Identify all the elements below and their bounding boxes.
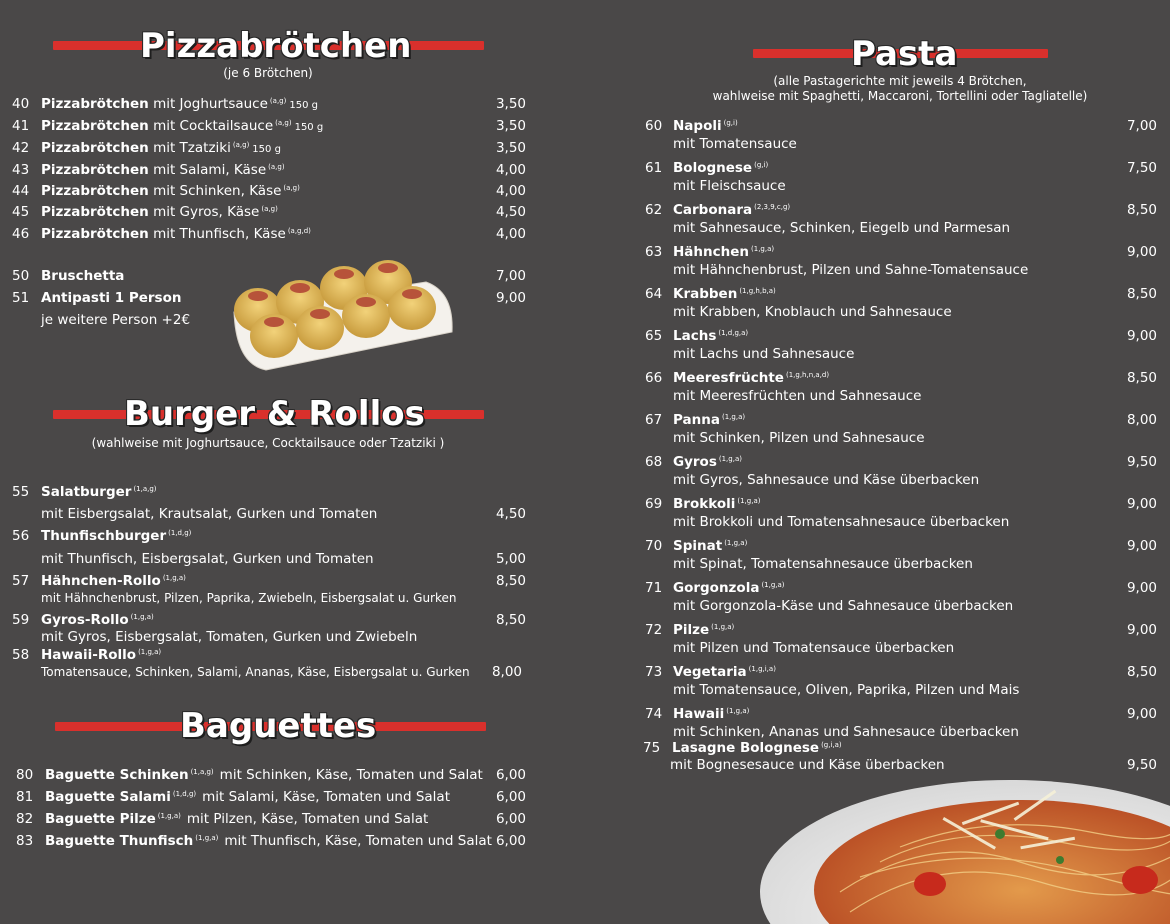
item-note: je weitere Person +2€ xyxy=(41,312,191,328)
item-price: 4,00 xyxy=(495,183,526,199)
allergen-code: (1,g,a) xyxy=(718,454,742,463)
item-price: 8,00 xyxy=(1126,412,1157,428)
allergen-code: (g,i) xyxy=(754,160,769,169)
allergen-code: (1,g,i,a) xyxy=(748,664,776,673)
item-number: 42 xyxy=(12,140,30,156)
item-price: 4,00 xyxy=(495,226,526,242)
allergen-code: (1,d,g) xyxy=(172,789,197,798)
item-number: 75 xyxy=(643,740,661,756)
item-desc: mit Gorgonzola-Käse und Sahnesauce überbacken xyxy=(673,598,1014,614)
item-desc: mit Lachs und Sahnesauce xyxy=(673,346,855,362)
item-name: Salatburger $^{(1,a,g)}$ xyxy=(41,484,157,500)
item-name xyxy=(45,789,450,805)
item-name xyxy=(41,162,285,178)
item-desc: mit Salami, Käse, Tomaten und Salat xyxy=(202,789,450,805)
allergen-code: (1,g,a) xyxy=(721,412,746,421)
item-name: Bruschetta xyxy=(41,268,125,284)
item-number: 50 xyxy=(12,268,30,284)
item-number: 68 xyxy=(645,454,663,470)
item-price: 9,00 xyxy=(1126,244,1157,260)
section-subtitle-pizzabroetchen: (je 6 Brötchen) xyxy=(223,66,313,80)
item-price: 8,50 xyxy=(1126,202,1157,218)
item-price: 9,50 xyxy=(1126,757,1157,773)
item-name xyxy=(673,538,747,554)
allergen-code: (1,g,h,b,a) xyxy=(739,286,776,295)
item-name xyxy=(673,580,785,596)
section-title-pizzabroetchen: Pizzabrötchen xyxy=(140,26,412,66)
item-name-text: Pizzabrötchen xyxy=(41,140,149,156)
item-number: 59 xyxy=(12,612,30,628)
item-desc: mit Sahnesauce, Schinken, Eiegelb und Parmesan xyxy=(673,220,1011,236)
item-name xyxy=(673,328,748,344)
item-number: 70 xyxy=(645,538,663,554)
allergen-code: (1,g,a) xyxy=(726,706,750,715)
item-number: 69 xyxy=(645,496,663,512)
item-number: 66 xyxy=(645,370,663,386)
item-name-text: Gorgonzola xyxy=(673,580,760,596)
item-desc: mit Gyros, Eisbergsalat, Tomaten, Gurken und Zwiebeln xyxy=(41,629,418,645)
allergen-code: (1,g,a) xyxy=(724,538,748,547)
item-name xyxy=(41,96,318,112)
allergen-code: (1,g,a) xyxy=(761,580,785,589)
item-name xyxy=(673,286,776,302)
item-price: 5,00 xyxy=(495,551,526,567)
item-name-text: Panna xyxy=(673,412,720,428)
item-price: 3,50 xyxy=(495,96,526,112)
item-price: 9,00 xyxy=(1126,622,1157,638)
item-name-text: Brokkoli xyxy=(673,496,736,512)
item-price: 4,00 xyxy=(495,162,526,178)
item-name xyxy=(45,811,428,827)
item-name-text: Pizzabrötchen xyxy=(41,204,149,220)
item-desc: mit Cocktailsauce xyxy=(148,118,274,134)
item-name-text: Spinat xyxy=(673,538,723,554)
item-name xyxy=(672,740,842,756)
section-title-burger: Burger & Rollos xyxy=(124,394,425,434)
item-number: 67 xyxy=(645,412,663,428)
item-name xyxy=(673,454,742,470)
item-name-text: Baguette Schinken xyxy=(45,767,189,783)
item-number: 83 xyxy=(16,833,34,849)
item-desc: mit Tomatensauce, Oliven, Paprika, Pilzen und Mais xyxy=(673,682,1020,698)
allergen-code: (g,i,a) xyxy=(821,740,842,749)
item-name-text: Pizzabrötchen xyxy=(41,162,149,178)
item-desc: mit Thunfisch, Käse, Tomaten und Salat xyxy=(224,833,492,849)
item-name-text: Meeresfrüchte xyxy=(673,370,784,386)
spaghetti-image xyxy=(760,772,1170,924)
item-name-text: Bolognese xyxy=(673,160,753,176)
item-number: 44 xyxy=(12,183,30,199)
item-name-text: Gyros xyxy=(673,454,717,470)
section-title-pasta: Pasta xyxy=(851,34,958,74)
item-number: 45 xyxy=(12,204,30,220)
item-price: 6,00 xyxy=(495,811,526,827)
item-desc: mit Joghurtsauce xyxy=(148,96,268,112)
item-number: 56 xyxy=(12,528,30,544)
item-name-text: Napoli xyxy=(673,118,722,134)
allergen-code: (1,g,a) xyxy=(751,244,775,253)
item-number: 71 xyxy=(645,580,663,596)
item-name xyxy=(41,118,323,134)
item-price: 6,00 xyxy=(495,833,526,849)
item-number: 46 xyxy=(12,226,30,242)
item-name-text: Pilze xyxy=(673,622,710,638)
item-desc: mit Bognesesauce und Käse überbacken xyxy=(670,757,945,773)
item-number: 64 xyxy=(645,286,663,302)
item-name xyxy=(41,226,311,242)
item-name-text: Krabben xyxy=(673,286,738,302)
item-desc: mit Thunfisch, Käse xyxy=(148,226,286,242)
allergen-code: (2,3,9,c,g) xyxy=(754,202,791,211)
item-price: 8,50 xyxy=(1126,664,1157,680)
allergen-code: (1,g,a) xyxy=(157,811,181,820)
item-desc: mit Tomatensauce xyxy=(673,136,797,152)
item-name-text: Carbonara xyxy=(673,202,753,218)
item-number: 55 xyxy=(12,484,30,500)
item-name xyxy=(673,244,774,260)
item-name: Antipasti 1 Person xyxy=(41,290,182,306)
item-desc: mit Hähnchenbrust, Pilzen und Sahne-Tomatensauce xyxy=(673,262,1029,278)
item-price: 3,50 xyxy=(495,140,526,156)
item-price: 9,00 xyxy=(1126,328,1157,344)
item-number: 60 xyxy=(645,118,663,134)
item-name-text: Hawaii xyxy=(673,706,725,722)
allergen-code: (a,g) xyxy=(275,118,292,127)
allergen-code: (a,g) xyxy=(269,96,287,105)
allergen-code: (a,g) xyxy=(283,183,300,192)
section-subtitle-pasta: wahlweise mit Spaghetti, Maccaroni, Tortellini oder Tagliatelle) xyxy=(712,89,1088,103)
item-name: Gyros-Rollo $^{(1,g,a)}$ xyxy=(41,612,154,628)
item-number: 58 xyxy=(12,647,30,663)
item-desc: mit Eisbergsalat, Krautsalat, Gurken und Tomaten xyxy=(41,506,378,522)
item-price: 7,50 xyxy=(1126,160,1157,176)
item-name: Hähnchen-Rollo $^{(1,g,a)}$ xyxy=(41,573,186,589)
item-price: 6,00 xyxy=(495,789,526,805)
item-desc: mit Meeresfrüchten und Sahnesauce xyxy=(673,388,922,404)
item-number: 82 xyxy=(16,811,34,827)
allergen-code: (a,g) xyxy=(261,204,278,213)
item-desc: mit Gyros, Sahnesauce und Käse überbacken xyxy=(673,472,980,488)
item-price: 8,00 xyxy=(491,664,522,680)
item-desc: mit Pilzen, Käse, Tomaten und Salat xyxy=(186,811,429,827)
allergen-code: (1,g,h,n,a,d) xyxy=(785,370,830,379)
item-number: 40 xyxy=(12,96,30,112)
item-price: 7,00 xyxy=(495,268,526,284)
item-number: 65 xyxy=(645,328,663,344)
item-name xyxy=(673,706,749,722)
item-name xyxy=(673,496,760,512)
allergen-code: (1,a,g) xyxy=(190,767,214,776)
item-name xyxy=(41,183,300,199)
item-price: 9,50 xyxy=(1126,454,1157,470)
item-name xyxy=(41,204,278,220)
item-price: 8,50 xyxy=(1126,370,1157,386)
item-name: Thunfischburger $^{(1,d,g)}$ xyxy=(41,528,192,544)
item-name xyxy=(673,118,738,134)
item-number: 43 xyxy=(12,162,30,178)
item-price: 8,50 xyxy=(1126,286,1157,302)
item-name xyxy=(673,370,829,386)
item-desc: mit Tzatziki xyxy=(148,140,231,156)
item-number: 51 xyxy=(12,290,30,306)
section-title-baguettes: Baguettes xyxy=(180,706,377,746)
item-desc: mit Schinken, Käse, Tomaten und Salat xyxy=(219,767,483,783)
item-price: 8,50 xyxy=(495,573,526,589)
item-name-text: Pizzabrötchen xyxy=(41,96,149,112)
item-name xyxy=(45,767,483,783)
item-price: 7,00 xyxy=(1126,118,1157,134)
item-number: 74 xyxy=(645,706,663,722)
item-desc: mit Fleischsauce xyxy=(673,178,786,194)
item-name xyxy=(673,160,768,176)
item-number: 81 xyxy=(16,789,34,805)
item-desc: mit Brokkoli und Tomatensahnesauce überbacken xyxy=(673,514,1010,530)
item-name xyxy=(673,622,734,638)
allergen-code: (a,g) xyxy=(232,140,250,149)
item-weight: 150 g xyxy=(252,144,281,155)
item-number: 63 xyxy=(645,244,663,260)
item-price: 9,00 xyxy=(1126,706,1157,722)
item-name-text: Pizzabrötchen xyxy=(41,118,149,134)
item-name-text: Baguette Thunfisch xyxy=(45,833,194,849)
pizza-rolls-image xyxy=(226,252,456,372)
item-number: 57 xyxy=(12,573,30,589)
item-name xyxy=(673,412,745,428)
item-number: 62 xyxy=(645,202,663,218)
item-desc: mit Schinken, Pilzen und Sahnesauce xyxy=(673,430,925,446)
item-price: 9,00 xyxy=(1126,496,1157,512)
item-price: 8,50 xyxy=(495,612,526,628)
item-name xyxy=(41,140,281,156)
item-desc: mit Salami, Käse xyxy=(148,162,267,178)
item-price: 9,00 xyxy=(1126,538,1157,554)
item-number: 41 xyxy=(12,118,30,134)
item-name-text: Lachs xyxy=(673,328,717,344)
item-desc: mit Thunfisch, Eisbergsalat, Gurken und Tomaten xyxy=(41,551,374,567)
item-weight: 150 g xyxy=(294,122,324,133)
item-price: 9,00 xyxy=(1126,580,1157,596)
item-number: 61 xyxy=(645,160,663,176)
item-name-text: Lasagne Bolognese xyxy=(672,740,820,756)
item-desc: mit Hähnchenbrust, Pilzen, Paprika, Zwiebeln, Eisbergsalat u. Gurken xyxy=(41,591,457,605)
item-price: 4,50 xyxy=(495,204,526,220)
item-number: 73 xyxy=(645,664,663,680)
item-weight: 150 g xyxy=(289,100,318,111)
allergen-code: (g,i) xyxy=(723,118,738,127)
item-name-text: Baguette Salami xyxy=(45,789,171,805)
item-name xyxy=(673,202,790,218)
item-desc: mit Schinken, Käse xyxy=(148,183,282,199)
item-number: 80 xyxy=(16,767,34,783)
item-name-text: Baguette Pilze xyxy=(45,811,156,827)
item-desc: mit Krabben, Knoblauch und Sahnesauce xyxy=(673,304,952,320)
item-price: 4,50 xyxy=(495,506,526,522)
allergen-code: (1,d,g,a) xyxy=(718,328,749,337)
item-name: Hawaii-Rollo $^{(1,g,a)}$ xyxy=(41,647,162,663)
allergen-code: (a,g) xyxy=(268,162,285,171)
item-desc: mit Gyros, Käse xyxy=(148,204,260,220)
item-name-text: Hähnchen xyxy=(673,244,750,260)
allergen-code: (1,g,a) xyxy=(737,496,761,505)
item-desc: mit Pilzen und Tomatensauce überbacken xyxy=(673,640,955,656)
item-name-text: Vegetaria xyxy=(673,664,747,680)
item-name-text: Pizzabrötchen xyxy=(41,183,149,199)
item-name xyxy=(673,664,776,680)
item-desc: mit Spinat, Tomatensahnesauce überbacken xyxy=(673,556,973,572)
allergen-code: (1,g,a) xyxy=(711,622,735,631)
item-desc: mit Schinken, Ananas und Sahnesauce überbacken xyxy=(673,724,1019,740)
allergen-code: (a,g,d) xyxy=(287,226,311,235)
allergen-code: (1,g,a) xyxy=(195,833,219,842)
item-number: 72 xyxy=(645,622,663,638)
item-price: 9,00 xyxy=(495,290,526,306)
item-desc: Tomatensauce, Schinken, Salami, Ananas, Käse, Eisbergsalat u. Gurken xyxy=(41,665,470,679)
item-price: 6,00 xyxy=(495,767,526,783)
section-subtitle-burger: (wahlweise mit Joghurtsauce, Cocktailsauce oder Tzatziki ) xyxy=(91,436,445,450)
item-name-text: Pizzabrötchen xyxy=(41,226,149,242)
item-price: 3,50 xyxy=(495,118,526,134)
item-name xyxy=(45,833,492,849)
section-subtitle-pasta: (alle Pastagerichte mit jeweils 4 Brötchen, xyxy=(773,74,1027,88)
